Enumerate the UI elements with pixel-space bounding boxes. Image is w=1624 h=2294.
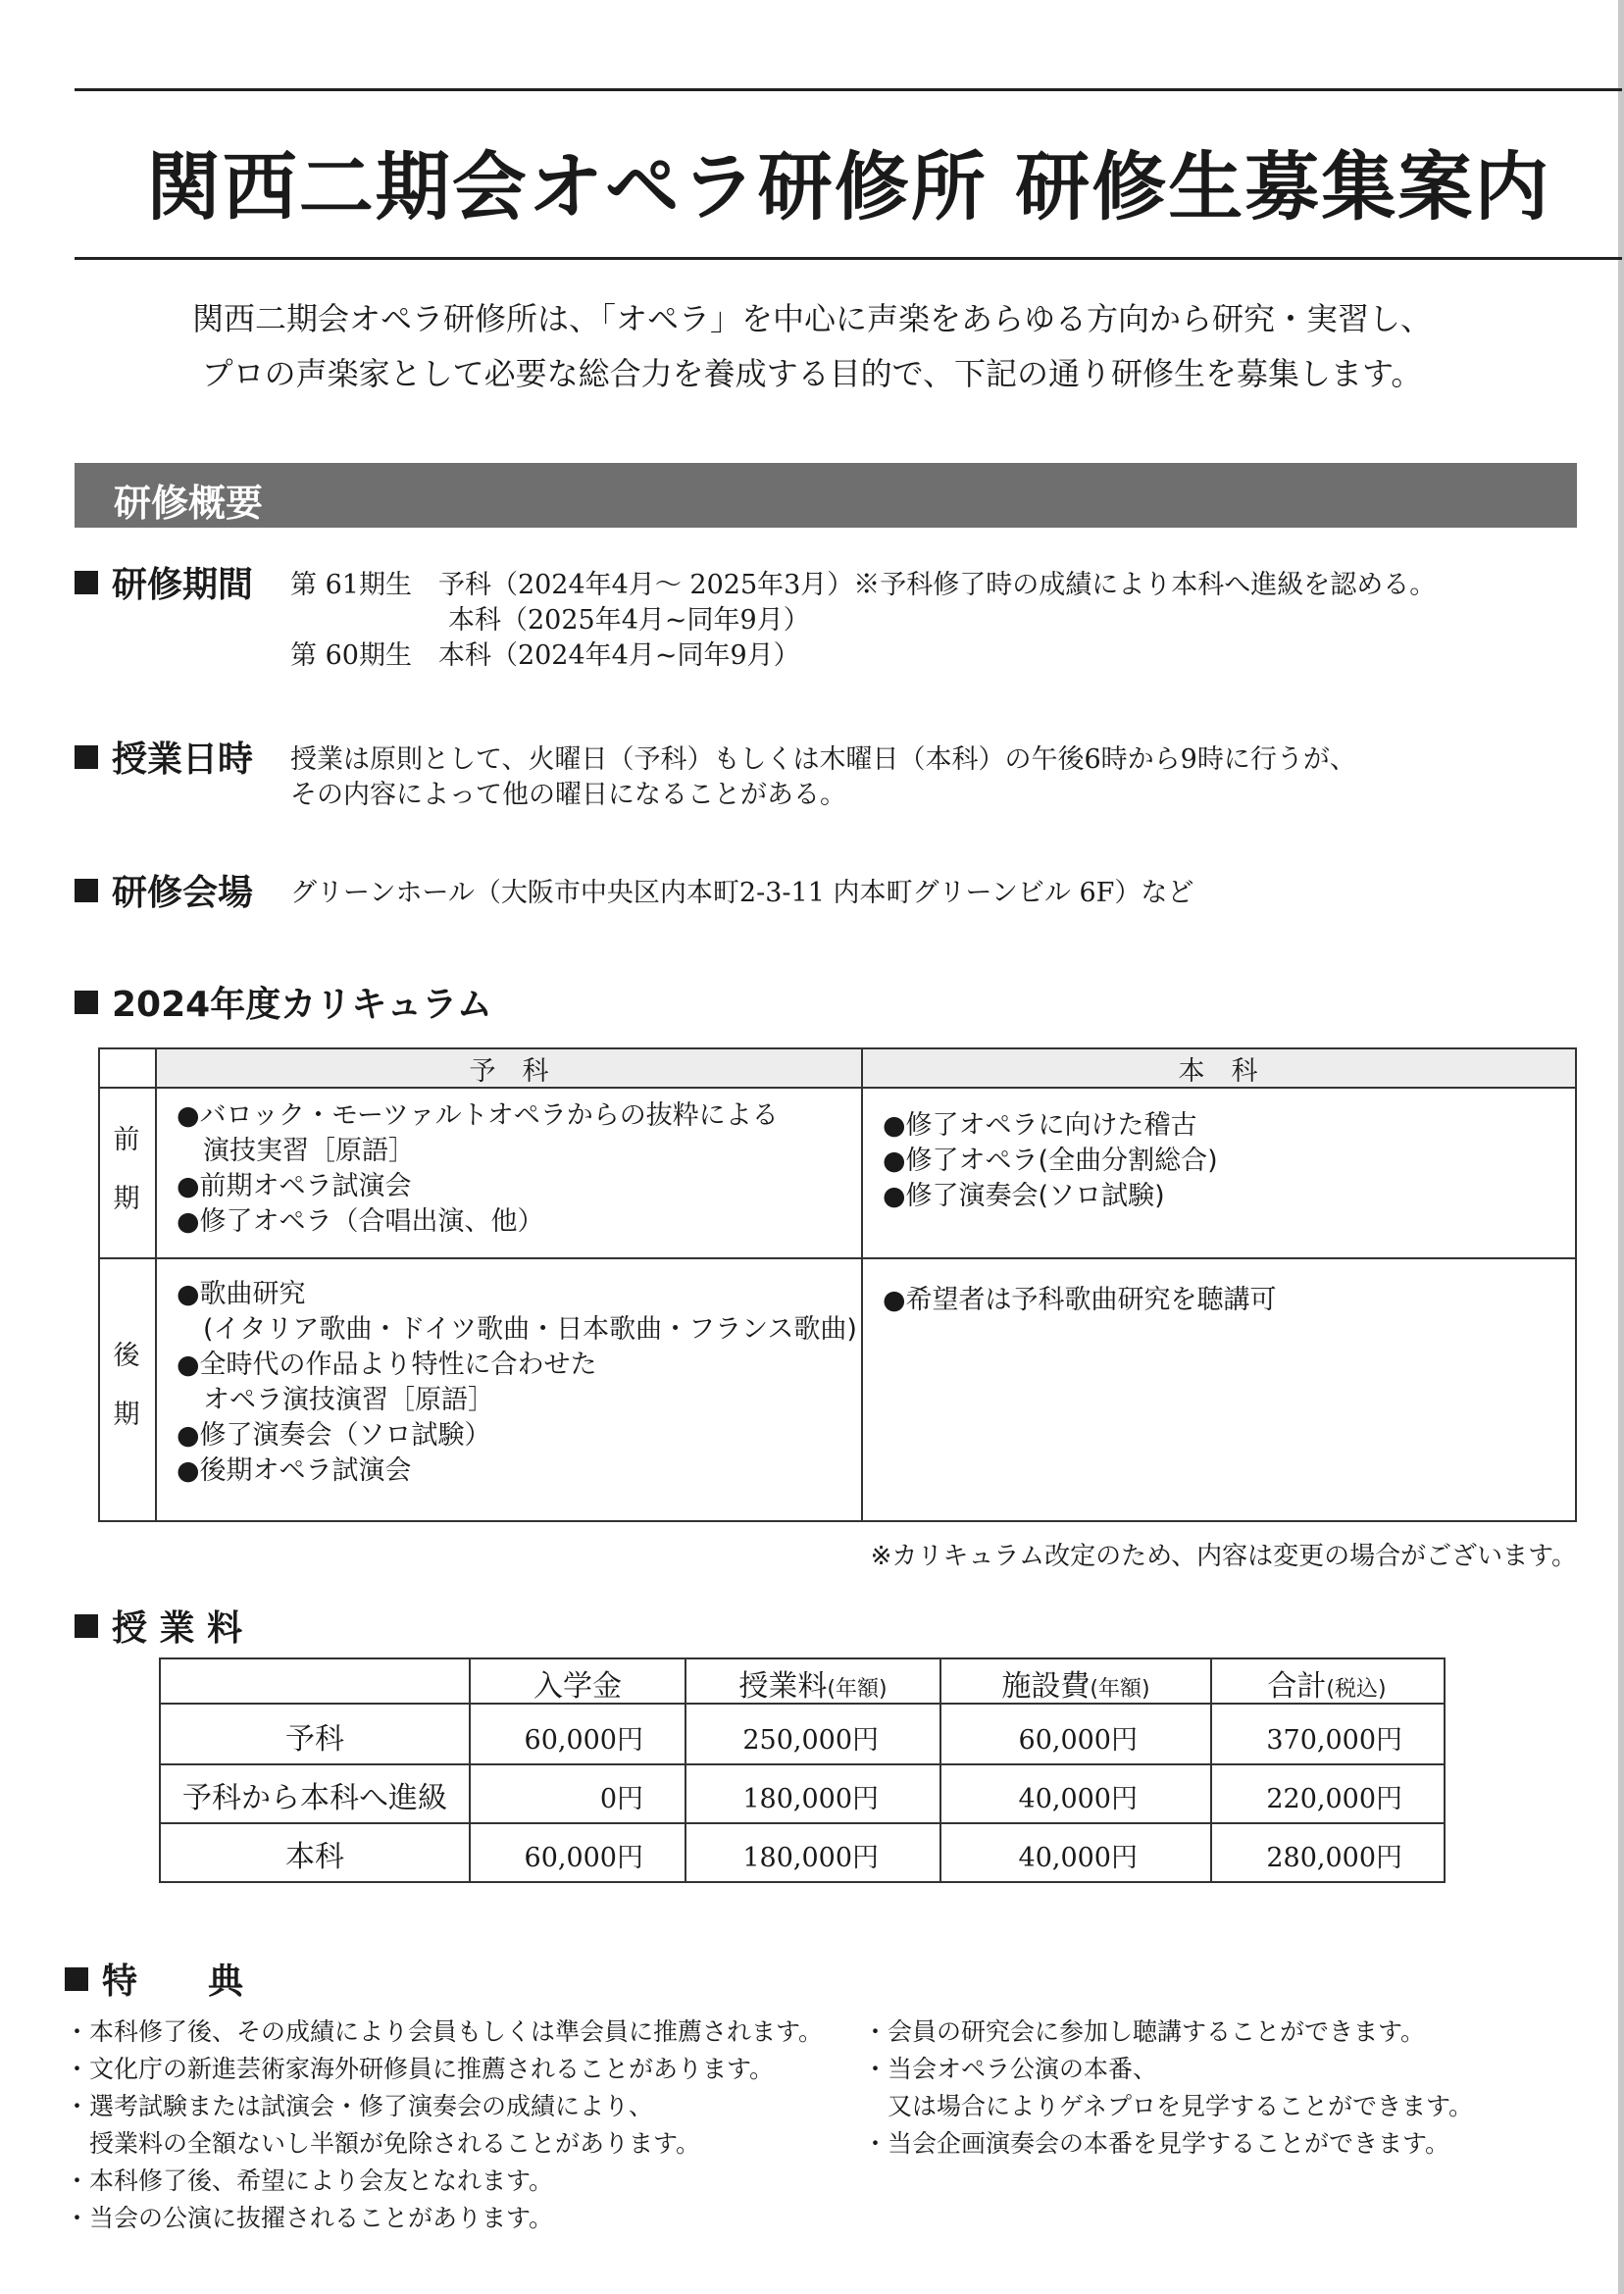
square-bullet-icon <box>75 571 98 594</box>
period-line-1: 第 61期生 予科（2024年4月～ 2025年3月）※予科修了時の成績により本科へ進級を認める。 <box>290 570 1437 600</box>
fee-cell: 180,000円 <box>742 1784 879 1814</box>
overview-heading: 研修概要 <box>114 482 264 525</box>
row2-yoka-item-3: ●全時代の作品より特性に合わせた <box>177 1350 597 1380</box>
fee-cell: 60,000円 <box>524 1725 643 1756</box>
benefits-heading: 特 典 <box>65 1954 243 2004</box>
curriculum-row-rule <box>98 1257 1575 1259</box>
benefit-right-1: ・会員の研究会に参加し聴講することができます。 <box>863 2017 1426 2046</box>
fee-row-label: 予科 <box>285 1722 344 1757</box>
fee-cell: 250,000円 <box>742 1725 879 1756</box>
row2-yoka-item-2: (イタリア歌曲・ドイツ歌曲・日本歌曲・フランス歌曲) <box>177 1314 857 1345</box>
square-bullet-icon <box>75 991 98 1014</box>
benefit-left-4: 授業料の全額ないし半額が免除されることがあります。 <box>65 2129 701 2158</box>
row1-yoka-item-3: ●前期オペラ試演会 <box>177 1171 412 1201</box>
venue-text: グリーンホール（大阪市中央区内本町2-3-11 内本町グリーンビル 6F）など <box>290 878 1194 908</box>
fee-header-total: 合計(税込) <box>1267 1669 1387 1704</box>
curriculum-mid-col-rule <box>861 1047 863 1520</box>
period-line-3: 第 60期生 本科（2024年4月~同年9月） <box>290 640 800 671</box>
fee-cell: 220,000円 <box>1266 1784 1402 1814</box>
fee-cell: 60,000円 <box>1018 1725 1138 1756</box>
benefit-right-3: 又は場合によりゲネプロを見学することができます。 <box>863 2092 1474 2120</box>
fee-header-facility: 施設費(年額) <box>1001 1669 1150 1704</box>
row2-label-2: 期 <box>113 1400 140 1430</box>
row2-honka-item-1: ●希望者は予科歌曲研究を聴講可 <box>883 1285 1277 1315</box>
fee-cell: 0円 <box>599 1784 643 1814</box>
curriculum-heading: 2024年度カリキュラム <box>75 977 492 1027</box>
row2-yoka-item-1: ●歌曲研究 <box>177 1279 306 1309</box>
row1-honka-item-1: ●修了オペラに向けた稽古 <box>883 1110 1197 1141</box>
row2-label-1: 後 <box>113 1341 140 1371</box>
schedule-line-1: 授業は原則として、火曜日（予科）もしくは木曜日（本科）の午後6時から9時に行うが、 <box>290 744 1356 775</box>
schedule-heading: 授業日時 <box>75 732 253 782</box>
row1-yoka-item-4: ●修了オペラ（合唱出演、他） <box>177 1206 544 1237</box>
row1-label-2: 期 <box>113 1184 140 1214</box>
schedule-line-2: その内容によって他の曜日になることがある。 <box>290 780 846 810</box>
period-line-2: 本科（2025年4月~同年9月） <box>448 605 810 636</box>
curriculum-label-col-rule <box>155 1047 157 1520</box>
row2-yoka-item-4: オペラ演技演習［原語］ <box>177 1385 494 1415</box>
row2-yoka-item-5: ●修了演奏会（ソロ試験） <box>177 1420 491 1451</box>
scan-edge <box>1618 0 1624 2294</box>
fee-header-tuition: 授業料(年額) <box>738 1669 888 1704</box>
benefit-right-2: ・当会オペラ公演の本番、 <box>863 2055 1158 2083</box>
row2-yoka-item-6: ●後期オペラ試演会 <box>177 1455 412 1486</box>
benefit-right-4: ・当会企画演奏会の本番を見学することができます。 <box>863 2129 1450 2158</box>
benefit-left-1: ・本科修了後、その成績により会員もしくは準会員に推薦されます。 <box>65 2017 824 2046</box>
row1-honka-item-3: ●修了演奏会(ソロ試験) <box>883 1181 1165 1211</box>
row1-honka-item-2: ●修了オペラ(全曲分割総合) <box>883 1146 1218 1176</box>
fee-header-entrance: 入学金 <box>533 1669 622 1704</box>
row1-yoka-item-2: 演技実習［原語］ <box>177 1136 415 1166</box>
square-bullet-icon <box>75 879 98 902</box>
title-bottom-rule <box>75 257 1622 260</box>
curriculum-col-yoka: 予 科 <box>469 1056 549 1087</box>
title-top-rule <box>75 88 1622 91</box>
benefit-left-5: ・本科修了後、希望により会友となれます。 <box>65 2167 554 2195</box>
intro-line-1: 関西二期会オペラ研修所は、「オペラ」を中心に声楽をあらゆる方向から研究・実習し、 <box>191 300 1432 337</box>
row1-label-1: 前 <box>113 1125 140 1155</box>
benefit-left-3: ・選考試験または試演会・修了演奏会の成績により、 <box>65 2092 654 2120</box>
square-bullet-icon <box>65 1967 88 1991</box>
fee-cell: 40,000円 <box>1018 1843 1138 1873</box>
fees-heading: 授 業 料 <box>75 1601 242 1651</box>
fee-row-rule-2 <box>159 1822 1444 1824</box>
fee-row-rule-1 <box>159 1763 1444 1765</box>
fee-cell: 60,000円 <box>524 1843 643 1873</box>
venue-heading: 研修会場 <box>75 865 253 915</box>
curriculum-col-honka: 本 科 <box>1178 1056 1258 1087</box>
fee-row-label: 予科から本科へ進級 <box>182 1781 447 1815</box>
intro-line-2: プロの声楽家として必要な総合力を養成する目的で、下記の通り研修生を募集します。 <box>201 355 1423 392</box>
fee-cell: 280,000円 <box>1266 1843 1402 1873</box>
overview-section-bar <box>75 463 1577 528</box>
page-title: 関西二期会オペラ研修所 研修生募集案内 <box>145 143 1551 230</box>
square-bullet-icon <box>75 745 98 769</box>
row1-yoka-item-1: ●バロック・モーツァルトオペラからの抜粋による <box>177 1100 779 1131</box>
fee-cell: 180,000円 <box>742 1843 879 1873</box>
fee-cell: 40,000円 <box>1018 1784 1138 1814</box>
benefit-left-6: ・当会の公演に抜擢されることがあります。 <box>65 2204 554 2232</box>
fee-cell: 370,000円 <box>1266 1725 1402 1756</box>
square-bullet-icon <box>75 1614 98 1638</box>
fee-row-label: 本科 <box>285 1840 344 1874</box>
benefit-left-2: ・文化庁の新進芸術家海外研修員に推薦されることがあります。 <box>65 2055 775 2083</box>
period-heading: 研修期間 <box>75 557 253 607</box>
curriculum-note: ※カリキュラム改定のため、内容は変更の場合がございます。 <box>870 1542 1577 1571</box>
